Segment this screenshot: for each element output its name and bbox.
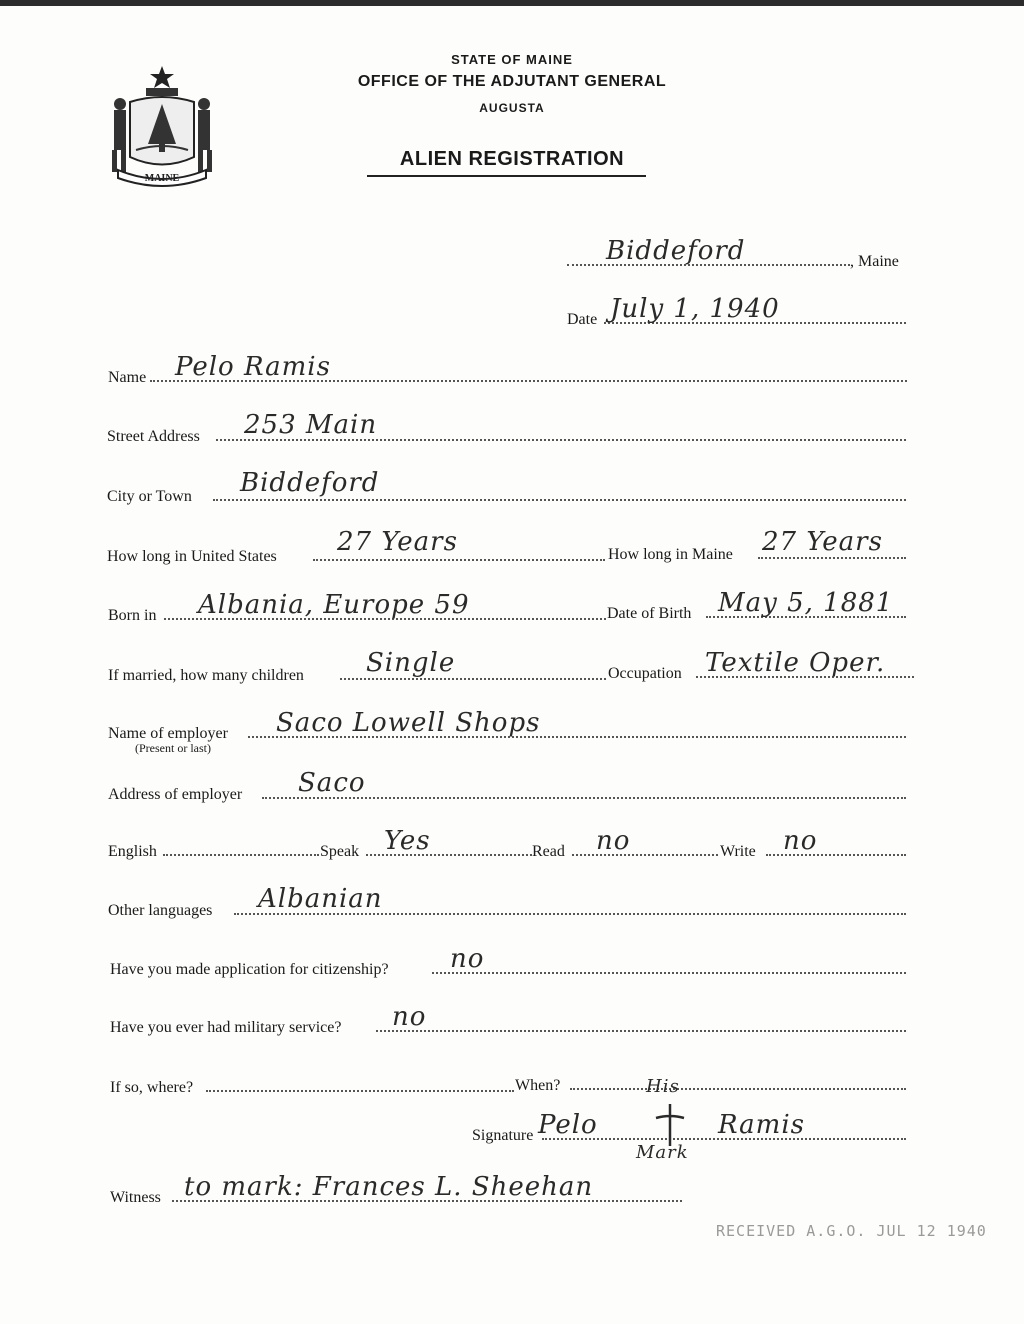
children-line	[340, 678, 606, 680]
name-value: Pelo Ramis	[175, 352, 331, 382]
employer-label: Name of employer	[108, 725, 228, 742]
state-heading: STATE OF MAINE	[451, 52, 573, 67]
citizenship-line	[432, 972, 906, 974]
name-label: Name	[108, 369, 147, 386]
maine-duration-value: 27 Years	[762, 527, 883, 557]
dob-label: Date of Birth	[607, 605, 692, 622]
occupation-value: Textile Oper.	[705, 648, 886, 678]
employer-address-value: Saco	[298, 768, 366, 798]
other-languages-value: Albanian	[258, 884, 383, 914]
read-label: Read	[532, 843, 565, 860]
children-value: Single	[366, 648, 456, 678]
other-languages-label: Other languages	[108, 902, 213, 919]
employer-value: Saco Lowell Shops	[276, 708, 541, 738]
location-value: Biddeford	[606, 236, 746, 266]
maine-duration-label: How long in Maine	[608, 546, 733, 563]
military-label: Have you ever had military service?	[110, 1019, 342, 1036]
received-stamp: RECEIVED A.G.O. JUL 12 1940	[716, 1222, 987, 1240]
us-duration-line	[313, 559, 605, 561]
title-underline	[367, 175, 646, 177]
citizenship-label: Have you made application for citizenship?	[110, 961, 389, 978]
location-suffix: , Maine	[850, 253, 899, 270]
street-label: Street Address	[107, 428, 200, 445]
witness-value: to mark: Frances L. Sheehan	[184, 1172, 594, 1202]
top-scan-edge	[0, 0, 1024, 6]
city-label: City or Town	[107, 488, 192, 505]
write-label: Write	[720, 843, 756, 860]
read-value: no	[596, 826, 631, 856]
city-line	[213, 499, 906, 501]
read-line	[572, 854, 718, 856]
form-title: ALIEN REGISTRATION	[399, 148, 625, 170]
speak-label: Speak	[320, 843, 360, 860]
signature-mark-top: His	[646, 1076, 680, 1097]
date-label: Date	[567, 311, 598, 328]
where-label: If so, where?	[110, 1079, 194, 1096]
city-heading: AUGUSTA	[479, 101, 545, 115]
signature-value: Pelo	[538, 1110, 598, 1140]
write-value: no	[783, 826, 818, 856]
military-value: no	[392, 1002, 427, 1032]
office-heading: OFFICE OF THE ADJUTANT GENERAL	[357, 73, 667, 90]
children-label: If married, how many children	[108, 667, 304, 684]
employer-address-label: Address of employer	[108, 786, 243, 803]
witness-label: Witness	[110, 1189, 161, 1206]
us-duration-value: 27 Years	[337, 527, 458, 557]
maine-duration-line	[758, 557, 906, 559]
occupation-label: Occupation	[608, 665, 682, 682]
signature-label: Signature	[472, 1127, 534, 1144]
signature-mark-bottom: Mark	[636, 1142, 689, 1163]
born-value: Albania, Europe 59	[198, 590, 470, 620]
english-label: English	[108, 843, 157, 860]
employer-sublabel: (Present or last)	[135, 741, 211, 755]
us-duration-label: How long in United States	[107, 548, 277, 565]
city-value: Biddeford	[240, 468, 380, 498]
citizenship-value: no	[450, 944, 485, 974]
born-label: Born in	[108, 607, 157, 624]
english-line	[163, 854, 319, 856]
speak-value: Yes	[384, 826, 431, 856]
military-line	[376, 1030, 906, 1032]
street-value: 253 Main	[244, 410, 378, 440]
dob-value: May 5, 1881	[718, 588, 894, 618]
signature-surname: Ramis	[718, 1110, 805, 1140]
when-label: When?	[515, 1077, 561, 1094]
seal-banner-text: MAINE	[144, 173, 180, 184]
when-line	[570, 1088, 906, 1090]
date-value: July 1, 1940	[610, 294, 780, 324]
where-line	[206, 1090, 514, 1092]
